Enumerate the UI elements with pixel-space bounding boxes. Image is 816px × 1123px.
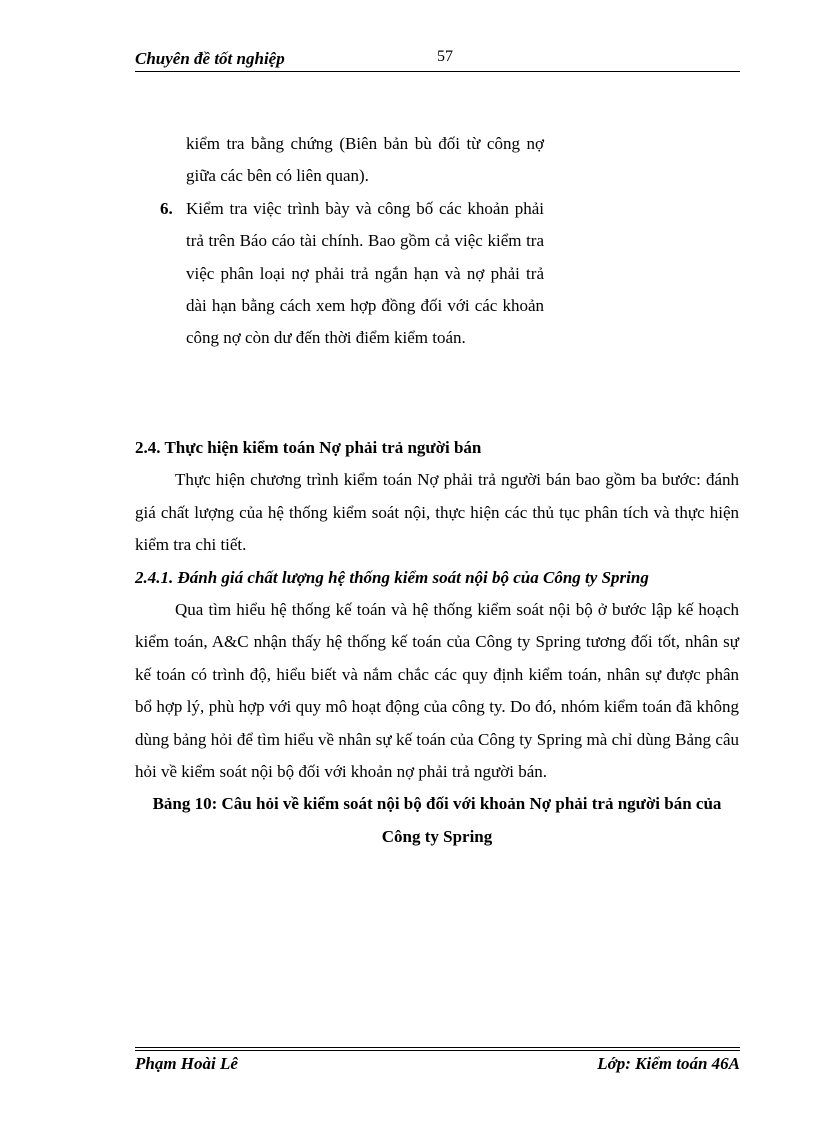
footer-author: Phạm Hoài Lê [135,1054,238,1073]
footer-rule-thin [135,1047,740,1048]
section-2-4 [135,432,739,853]
page-number: 57 [437,48,453,65]
list-item-text: Kiểm tra việc trình bày và công bố các khoản phải trả trên Báo cáo tài chính. Bao gồm cả việc kiểm tra việc phân loại nợ phải trả ngắn hạn và nợ phải trả dài hạn bằng cách xem hợp đồng đối với các khoản công nợ còn dư đến thời điểm kiểm toán. [186,198,544,348]
list-item-6 [160,193,544,355]
subsection-body-paragraph: Qua tìm hiểu hệ thống kế toán và hệ thống kiểm soát nội bộ ở bước lập kế hoạch kiểm toán, A&C nhận thấy hệ thống kế toán của Công ty Spring tương đối tốt, nhân sự kế toán có trình độ, hiểu biết và nắm chắc các quy định kiểm toán, nhân sự được phân bổ hợp lý, phù hợp với quy mô hoạt động của công ty. Do đó, nhóm kiểm toán đã không dùng bảng hỏi để tìm hiểu về nhân sự kế toán của Công ty Spring mà chỉ dùng Bảng câu hỏi về kiểm soát nội bộ đối với khoản nợ phải trả người bán. [135,600,739,782]
page-header [135,47,740,71]
numbered-list [160,128,544,355]
footer-class: Lớp: Kiểm toán 46A [597,1054,740,1073]
list-continuation: kiểm tra bằng chứng (Biên bản bù đối từ công nợ giữa các bên có liên quan). [186,134,544,186]
section-heading: 2.4. Thực hiện kiểm toán Nợ phải trả người bán [135,438,482,457]
header-rule [135,71,740,72]
list-item-number: 6. [160,198,173,218]
table-caption: Bảng 10: Câu hỏi về kiểm soát nội bộ đối với khoản Nợ phải trả người bán của Công ty Spring [152,794,722,846]
subsection-heading: 2.4.1. Đánh giá chất lượng hệ thống kiểm soát nội bộ của Công ty Spring [135,567,649,587]
section-intro-paragraph: Thực hiện chương trình kiểm toán Nợ phải trả người bán bao gồm ba bước: đánh giá chất lượng của hệ thống kiểm soát nội, thực hiện các thủ tục phân tích và thực hiện kiểm tra chi tiết. [135,470,739,555]
header-title: Chuyên đề tốt nghiệp [135,49,285,68]
footer-rule-thick [135,1050,740,1051]
